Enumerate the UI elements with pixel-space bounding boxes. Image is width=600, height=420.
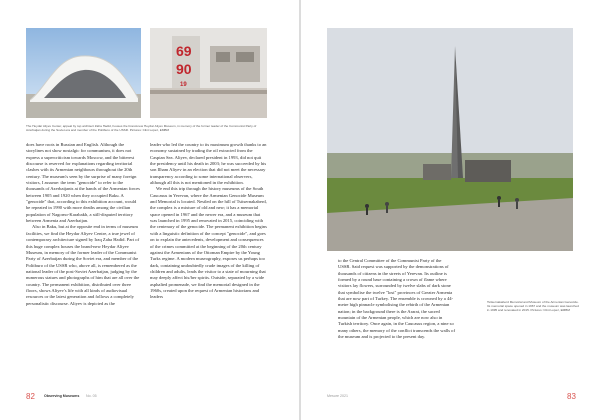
left-column-2 [150, 142, 267, 301]
body-paragraph: to the Central Committee of the Communist Party of the USSR. Said request was supported by the demonstrations of thousands of citizens in the streets of Yerevan. Its outline is formed by a round base containing a crown of flame where visitors lay flowers, surrounded by twelve slabs of dark stone that symbolise the twelve "lost" provinces of Greater Armenia that are now part of Turkey. The ensemble is crowned by a 44-metre high pinnacle symbolising the rebirth of the Armenian nation; in the background there is the Ararat, the sacred mountain of the Armenian people, which are now also in Turkish territory. Once again, in the Caucasus region, a nine so many others, the memory of the conflict transcends the walls of the museum and is projected to the present day. [338, 258, 455, 340]
heydar-aliyev-center-photo [26, 28, 141, 118]
heydar-aliyev-museum-photo [150, 28, 267, 118]
running-footer-right: Mesure 2021 [327, 394, 348, 398]
svg-text:69: 69 [176, 43, 192, 59]
right-page [301, 0, 600, 420]
body-paragraph: We end this trip through the history museums of the South Caucasus in Yerevan, where the Armenian Genocide Museum and Memorial is located. Nestled on the hill of Tsitsernakaberd, the complex is a mixture of old and new; it has a memorial space opened in 1967 and the newer era, and a museum that was launched in 1995 and renovated in 2015, coinciding with the centenary of the genocide. The permanent exhibition begins with a linguistic definition of the concept "genocide", and goes on to explain the antecedents, development and consequences of the crimes committed at the beginning of the 20th century against the Armenians of the Ottoman Empire by the Young Turks regime. A modern museography, exposes us perhaps too dark, containing undoubtedly crude images of the killing of children and adults, leads the visitor to a state of mourning that may deeply affect his/her spirits. Outside, separated by a wide asphalted promenade, we find the memorial designed in the 1960s, created upon the request of Armenian historians and leaders [150, 186, 267, 300]
page-number-left: 82 [26, 392, 35, 401]
memorial-image [327, 28, 573, 251]
svg-text:19: 19 [180, 82, 187, 88]
genocide-memorial-photo [327, 28, 573, 251]
running-issue: No. 05 [86, 394, 97, 398]
body-paragraph: does have roots in Russian and English. Although the storylines not show nostalgic for communism, it does not express a supercriticism towards Moscow, and the bitterest discourse is reserved for explanations regarding territorial clashes with its Armenian neighbours throughout the 20th century. The museum's seen by the surprise of many foreign visitors, I assume: the term "genocide" to refer to the thousands of Azerbaijanis at the hands of the Armenian forces between 1905 and 1920 when they occupied Baku. A "genocide" that, according to this exhibition account, would be repeated in 1990 with more deaths among the civilian population of Nagorno-Karabakh, a still-disputed territory between Armenia and Azerbaijan. [26, 142, 140, 224]
heydar-aliyev-center-image [26, 28, 141, 118]
right-column-1 [338, 258, 455, 340]
page-number-right: 83 [567, 392, 576, 401]
svg-text:90: 90 [176, 61, 192, 77]
museum-exhibition-image [150, 28, 267, 118]
left-page [0, 0, 299, 420]
body-paragraph: leader who led the country to its maximum growth thanks to an economy sustained by trading the oil extracted from the Caspian Sea. Aliyev, declared president in 1993, did not quit the presidency until his death in 2003; he was succeeded by his son Ilham Aliyev in an election that did not meet the necessary transparency according to some international observers, although all this is not mentioned in the exhibition. [150, 142, 267, 186]
left-photo-caption: The Heydar Aliyev Center, appeal by top architect Zaha Hadid, houses the brand-new Heydar Aliyev Museum, in memory of the former leader of the Communist Party of Azerbaijan during the Soviet era and member of the Politburo of the USSR. Pictures: Clint Lopez, EMBM [26, 124, 257, 132]
running-title: Observing Museums [44, 394, 80, 398]
right-photo-caption: Tsitsernakaberd Memorial and Museum of the Armenian Genocide. Its memorial space opened in 1967 and the museum was launched in 1995 and renovated in 2015. Pictures: Clint Lopez, EMBM [487, 300, 579, 312]
left-column-1 [26, 142, 141, 307]
body-paragraph: Also in Baku, but at the opposite end in terms of museum facilities, we find the Heydar Aliyev Centre, a true jewel of contemporary architecture signed by Iraq Zaha Hadid. Part of this huge complex houses the brand-new Heydar Aliyev Museum, in memory of the former leader of the Communist Party of Azerbaijan during the Soviet era, and member of the Politburo of the USSR who, above all, is remembered as the national leader of the post-Soviet Azerbaijan, judging by the numerous statues and photographs of him that are all over the country. The permanent exhibition, distributed over three floors, shows Aliyev's life with all kinds of audiovisual resources or the latest generation and follows a completely personalistic discourse. Aliyev is depicted as the [26, 224, 140, 306]
